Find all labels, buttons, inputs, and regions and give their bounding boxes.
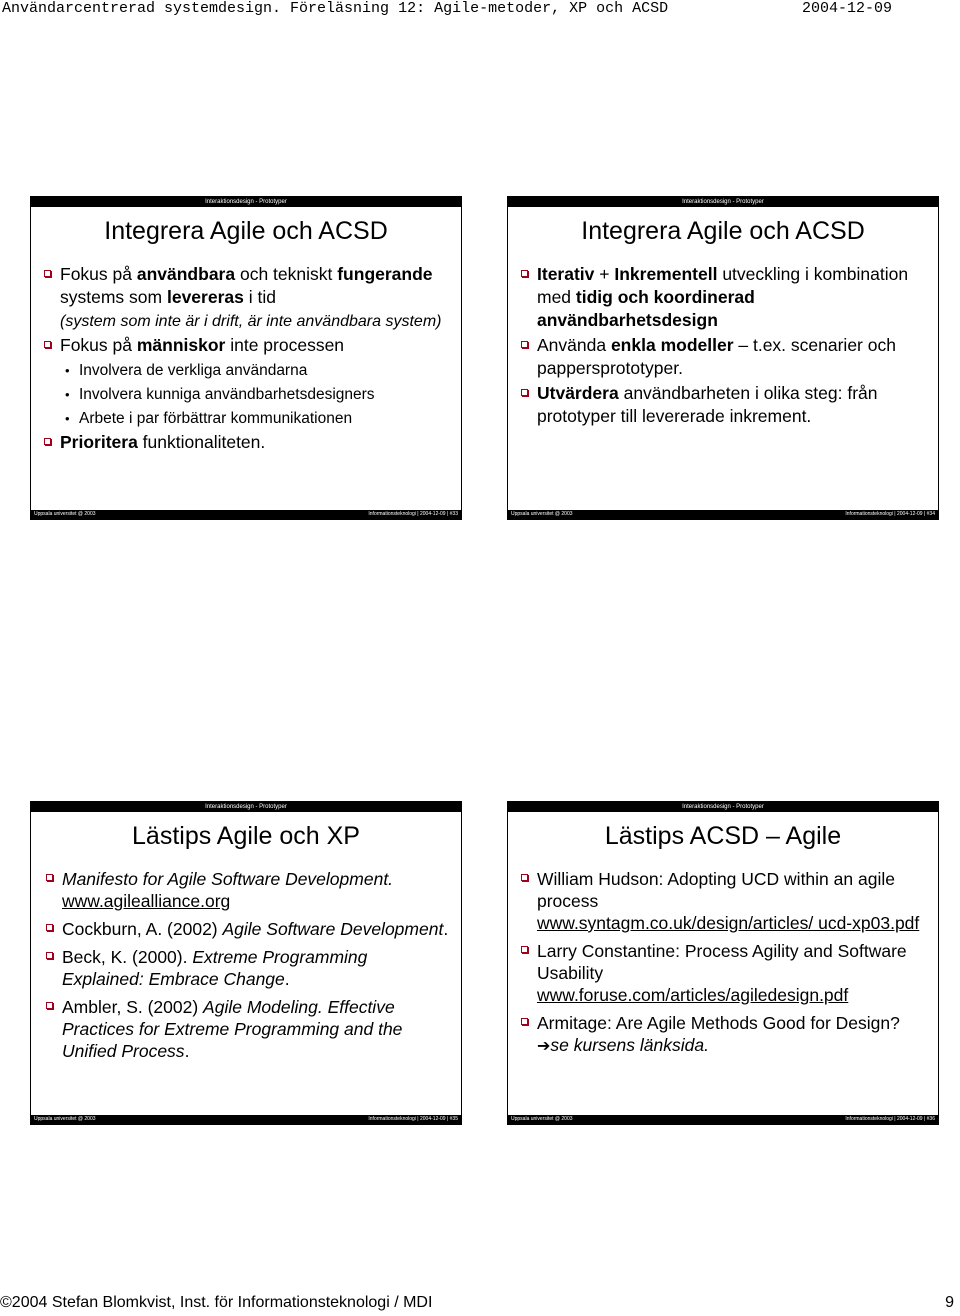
slide-footer-left: Uppsala universitet @ 2003 (34, 511, 96, 517)
slide-footer-left: Uppsala universitet @ 2003 (34, 1116, 96, 1122)
header-title: Användarcentrerad systemdesign. Föreläsning 12: Agile-metoder, XP och ACSD (2, 0, 669, 17)
syntagm-link[interactable]: www.syntagm.co.uk/design/articles/ ucd-xp03.pdf (537, 913, 920, 933)
bullet-3: Armitage: Are Agile Methods Good for Design? ➔se kursens länksida. (520, 1012, 930, 1058)
slide-title: Lästips ACSD – Agile (604, 822, 842, 850)
slide-footer-right: Informationsteknologi | 2004-12-09 | #36 (845, 1116, 935, 1122)
foruse-link[interactable]: www.foruse.com/articles/agiledesign.pdf (537, 985, 849, 1005)
page-header (0, 0, 960, 18)
arrow-right-icon: ➔ (537, 1038, 551, 1055)
bullet-1-note: (system som inte är i drift, är inte användbara system) (60, 313, 442, 330)
footer-copyright: ©2004 Stefan Blomkvist, Inst. för Informationsteknologi / MDI (0, 1294, 433, 1311)
slide-33 (30, 196, 462, 520)
slide-topbar: Interaktionsdesign - Prototyper (31, 197, 461, 207)
bullet-1: William Hudson: Adopting UCD within an agile process www.syntagm.co.uk/design/articles/ ucd-xp03.pdf (520, 868, 930, 934)
slide-body (45, 868, 453, 1068)
slide-title: Integrera Agile och ACSD (581, 217, 865, 245)
slide-body (520, 263, 930, 430)
slide-footer-right: Informationsteknologi | 2004-12-09 | #33 (368, 511, 458, 517)
bullet-4: Ambler, S. (2002) Agile Modeling. Effective Practices for Extreme Programming and the Unified Process. (45, 996, 453, 1062)
bullet-2: Fokus på människor inte processen (43, 334, 453, 357)
slide-footer-right: Informationsteknologi | 2004-12-09 | #35 (368, 1116, 458, 1122)
sub-bullet-2: • Involvera kunniga användbarhetsdesigners (43, 383, 453, 407)
slide-36 (507, 801, 939, 1125)
bullet-3: Utvärdera användbarheten i olika steg: från prototyper till levererade inkrement. (520, 382, 930, 428)
slide-body (520, 868, 930, 1064)
slide-34 (507, 196, 939, 520)
bullet-2: Cockburn, A. (2002) Agile Software Development. (45, 918, 453, 940)
page-number: 9 (945, 1294, 954, 1311)
bullet-1: Manifesto for Agile Software Development. www.agilealliance.org (45, 868, 453, 912)
slide-footer-left: Uppsala universitet @ 2003 (511, 511, 573, 517)
slide-topbar: Interaktionsdesign - Prototyper (508, 802, 938, 812)
bullet-1: Fokus på användbara och tekniskt fungerande systems som levereras i tid (system som inte är i drift, är inte användbara system) (43, 263, 453, 332)
slide-bottombar (31, 510, 461, 519)
slide-body (43, 263, 453, 456)
sub-bullet-1: • Involvera de verkliga användarna (43, 359, 453, 383)
bullet-3: Beck, K. (2000). Extreme Programming Explained: Embrace Change. (45, 946, 453, 990)
page-footer (0, 1292, 960, 1314)
slide-title: Lästips Agile och XP (132, 822, 360, 850)
slide-bottombar (508, 1115, 938, 1124)
bullet-2: Använda enkla modeller – t.ex. scenarier och pappersprototyper. (520, 334, 930, 380)
slide-title: Integrera Agile och ACSD (104, 217, 388, 245)
sub-bullet-3: • Arbete i par förbättrar kommunikationen (43, 407, 453, 431)
slide-footer-left: Uppsala universitet @ 2003 (511, 1116, 573, 1122)
slide-topbar: Interaktionsdesign - Prototyper (508, 197, 938, 207)
slide-35 (30, 801, 462, 1125)
agilealliance-link[interactable]: www.agilealliance.org (62, 891, 231, 911)
bullet-3: Prioritera funktionaliteten. (43, 431, 453, 454)
slide-bottombar (508, 510, 938, 519)
slide-bottombar (31, 1115, 461, 1124)
bullet-2: Larry Constantine: Process Agility and Software Usability www.foruse.com/articles/agiledesign.pdf (520, 940, 930, 1006)
bullet-1: Iterativ + Inkrementell utveckling i kombination med tidig och koordinerad användbarhetsdesign (520, 263, 930, 332)
slide-footer-right: Informationsteknologi | 2004-12-09 | #34 (845, 511, 935, 517)
slide-topbar: Interaktionsdesign - Prototyper (31, 802, 461, 812)
header-date: 2004-12-09 (801, 0, 892, 17)
